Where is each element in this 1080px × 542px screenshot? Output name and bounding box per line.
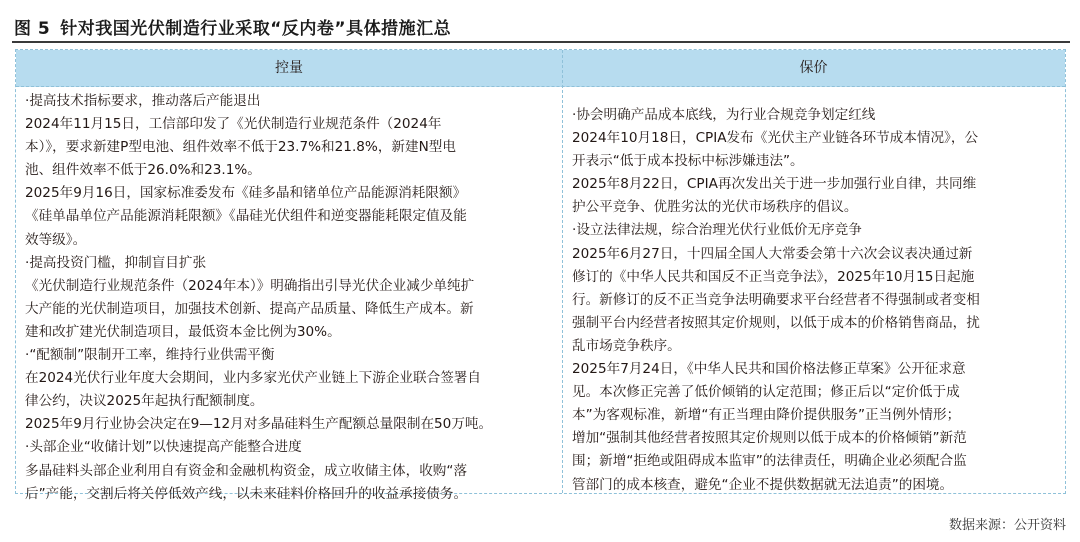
right-line: 增加“强制其他经营者按照其定价规则以低于成本的价格倾销”新范	[572, 430, 967, 447]
right-line: ·协会明确产品成本底线，为行业合规竞争划定红线	[572, 107, 876, 123]
title-rule	[12, 41, 1070, 43]
left-line: 多晶硅料头部企业利用自有资金和金融机构资金，成立收储主体，收购“落	[25, 462, 468, 479]
right-line: 2025年7月24日，《中华人民共和国价格法修正草案》公开征求意	[572, 361, 966, 378]
left-line: 在2024光伏行业年度大会期间，业内多家光伏产业链上下游企业联合签署自	[25, 370, 481, 387]
left-line: 2025年9月行业协会决定在9—12月对多晶硅料生产配额总量限制在50万吨。	[25, 416, 493, 433]
left-line: 建和改扩建光伏制造项目，最低资本金比例为30%。	[25, 323, 341, 340]
right-line: 行。新修订的反不正当竞争法明确要求平台经营者不得强制或者变相	[572, 291, 980, 308]
right-line: 2024年10月18日，CPIA发布《光伏主产业链各环节成本情况》，公	[572, 130, 979, 147]
left-line: 《光伏制造行业规范条件（2024年本）》明确指出引导光伏企业减少单纯扩	[25, 277, 475, 294]
left-line: ·提高投资门槛，抑制盲目扩张	[25, 254, 207, 271]
right-line: 乱市场竞争秩序。	[572, 337, 681, 354]
control-volume-column	[25, 90, 555, 506]
figure-title	[14, 14, 451, 39]
left-line: 后”产能，交割后将关停低效产线，以未来硅料价格回升的收益承接债务。	[25, 485, 468, 502]
right-line: 护公平竞争、优胜劣汰的光伏市场秩序的倡议。	[572, 199, 858, 216]
left-line: 效等级》。	[25, 231, 87, 248]
figure-number: 图 5	[14, 19, 51, 39]
right-line: 围；新增“拒绝或阻碍成本监审”的法律责任，明确企业必须配合监	[572, 453, 967, 470]
table-header	[16, 50, 1065, 87]
right-line: 见。本次修正完善了低价倾销的认定范围；修正后以“定价低于成	[572, 384, 960, 401]
right-line: 2025年8月22日，CPIA再次发出关于进一步加强行业自律，共同维	[572, 176, 977, 193]
header-control-volume: 控量	[275, 60, 303, 76]
right-line: 修订的《中华人民共和国反不正当竞争法》，2025年10月15日起施	[572, 268, 975, 285]
protect-price-column	[572, 104, 1060, 497]
left-line: 本）》，要求新建P型电池、组件效率不低于23.7%和21.8%，新建N型电	[25, 139, 456, 156]
right-line: 强制平台内经营者按照其定价规则，以低于成本的价格销售商品，扰	[572, 314, 980, 331]
left-line: 2025年9月16日，国家标准委发布《硅多晶和锗单位产品能源消耗限额》	[25, 185, 467, 202]
figure-title-text: 针对我国光伏制造行业采取“反内卷”具体措施汇总	[60, 19, 452, 39]
column-divider	[562, 50, 563, 493]
left-line: 2024年11月15日，工信部印发了《光伏制造行业规范条件（2024年	[25, 116, 442, 133]
right-line: 本”为客观标准，新增“有正当理由降价提供服务”正当例外情形；	[572, 407, 961, 424]
left-line: ·“配额制”限制开工率，维持行业供需平衡	[25, 347, 275, 364]
left-line: 大产能的光伏制造项目，加强技术创新、提高产品质量、降低生产成本。新	[25, 300, 474, 317]
right-line: 管部门的成本核查，避免“企业不提供数据就无法追责”的困境。	[572, 476, 954, 493]
right-line: 开表示“低于成本投标中标涉嫌违法”。	[572, 153, 804, 170]
measures-table	[15, 49, 1066, 502]
left-line: 池、组件效率不低于26.0%和23.1%。	[25, 162, 261, 179]
left-line: ·提高技术指标要求，推动落后产能退出	[25, 93, 261, 109]
data-source-note: 数据来源：公开资料	[948, 518, 1066, 533]
right-line: 2025年6月27日，十四届全国人大常委会第十六次会议表决通过新	[572, 245, 973, 262]
header-protect-price: 保价	[799, 60, 828, 76]
right-line: ·设立法律法规，综合治理光伏行业低价无序竞争	[572, 222, 862, 239]
left-line: 《硅单晶单位产品能源消耗限额》《晶硅光伏组件和逆变器能耗限定值及能	[25, 208, 467, 225]
left-line: 律公约，决议2025年起执行配额制度。	[25, 393, 264, 410]
left-line: ·头部企业“收储计划”以快速提高产能整合进度	[25, 439, 302, 456]
